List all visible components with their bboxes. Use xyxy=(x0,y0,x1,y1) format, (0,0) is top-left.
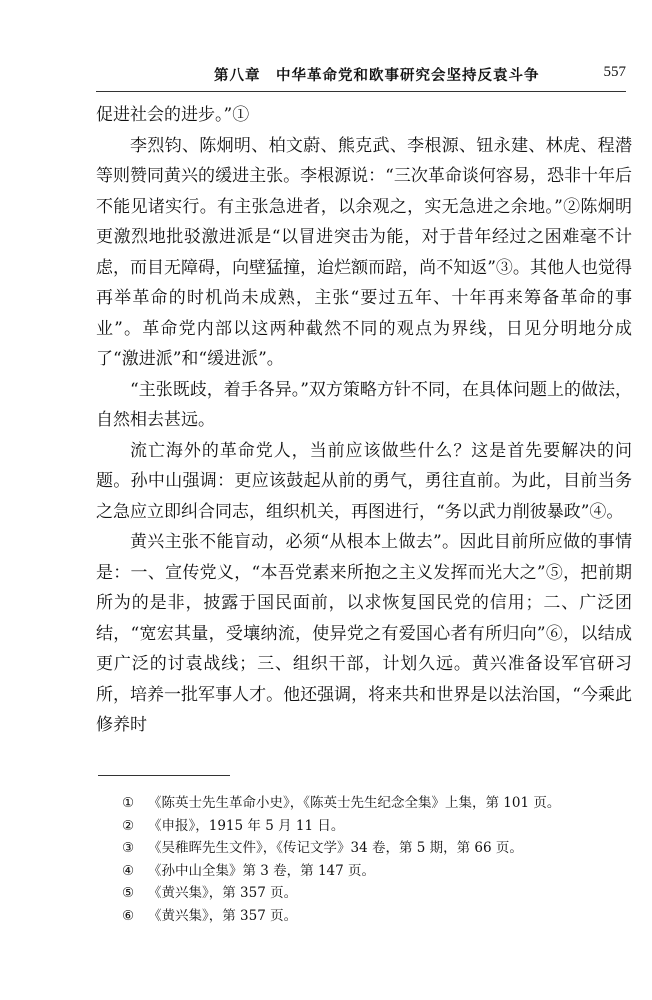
paragraph: 黄兴主张不能盲动，必须“从根本上做去”。因此目前所应做的事情是：一、宣传党义，“本吾党素来所抱之主义发挥而光大之”⑤，把前期所为的是非，披露于国民面前，以求恢复国民党的信用；二、广泛团结，“宽宏其量，受壤纳流，使异党之有爱国心者有所归向”⑥，以结成更广泛的讨袁战线；三、组织干部，计划久远。黄兴准备设军官研习所，培养一批军事人才。他还强调，将来共和世界是以法治国，“今乘此修养时 xyxy=(96,532,632,735)
footnote-item xyxy=(122,860,622,883)
footnote-mark: ② xyxy=(122,817,135,834)
footnote-text: 《黄兴集》，第 357 页。 xyxy=(148,885,298,901)
page-number: 557 xyxy=(603,64,626,80)
footnote-item xyxy=(122,792,622,815)
footnote-item xyxy=(122,815,622,838)
footnote-text: 《孙中山全集》第 3 卷，第 147 页。 xyxy=(148,862,376,879)
running-header xyxy=(96,64,626,86)
footnote-mark: ⑤ xyxy=(122,885,135,901)
footnote-text: 《黄兴集》，第 357 页。 xyxy=(148,907,298,924)
paragraph: “主张既歧，着手各异。”双方策略方针不同，在具体问题上的做法，自然相去甚远。 xyxy=(96,379,632,430)
paragraph: 流亡海外的革命党人，当前应该做些什么？这是首先要解决的问题。孙中山强调：更应该鼓起从前的勇气，勇往直前。为此，目前当务之急应立即纠合同志，组织机关，再图进行，“务以武力削彼暴政”④。 xyxy=(96,440,632,522)
footnote-item xyxy=(122,905,622,928)
footnote-mark: ⑥ xyxy=(122,907,135,924)
footnote-mark: ③ xyxy=(122,840,135,856)
footnotes xyxy=(122,792,622,927)
footnote-text: 《申报》，1915 年 5 月 11 日。 xyxy=(148,817,345,834)
paragraph: 促进社会的进步。”① xyxy=(96,105,250,125)
chapter-title: 第八章 中华革命党和欧事研究会坚持反袁斗争 xyxy=(214,68,540,84)
paragraph: 李烈钧、陈炯明、柏文蔚、熊克武、李根源、钮永建、林虎、程潜等则赞同黄兴的缓进主张。李根源说：“三次革命谈何容易，恐非十年后不能见诸实行。有主张急进者，以余观之，实无急进之余地。”②陈炯明更激烈地批驳激进派是“以冒进突击为能，对于昔年经过之困难毫不计虑，而目无障碍，向壁猛撞，迨烂额而踣，尚不知返”③。其他人也觉得再举革命的时机尚未成熟，主张“要过五年、十年再来筹备革命的事业”。革命党内部以这两种截然不同的观点为界线，日见分明地分成了“激进派”和“缓进派”。 xyxy=(96,135,632,369)
footnote-mark: ④ xyxy=(122,862,135,879)
footnote-text: 《陈英士先生革命小史》，《陈英士先生纪念全集》上集，第 101 页。 xyxy=(148,795,561,811)
header-rule xyxy=(96,91,626,92)
footnote-mark: ① xyxy=(122,795,135,811)
body-text xyxy=(96,100,632,741)
footnote-item xyxy=(122,882,622,905)
footnote-text: 《吴稚晖先生文件》，《传记文学》34 卷，第 5 期，第 66 页。 xyxy=(148,840,523,856)
footnote-item xyxy=(122,837,622,860)
footnote-rule xyxy=(98,775,230,776)
